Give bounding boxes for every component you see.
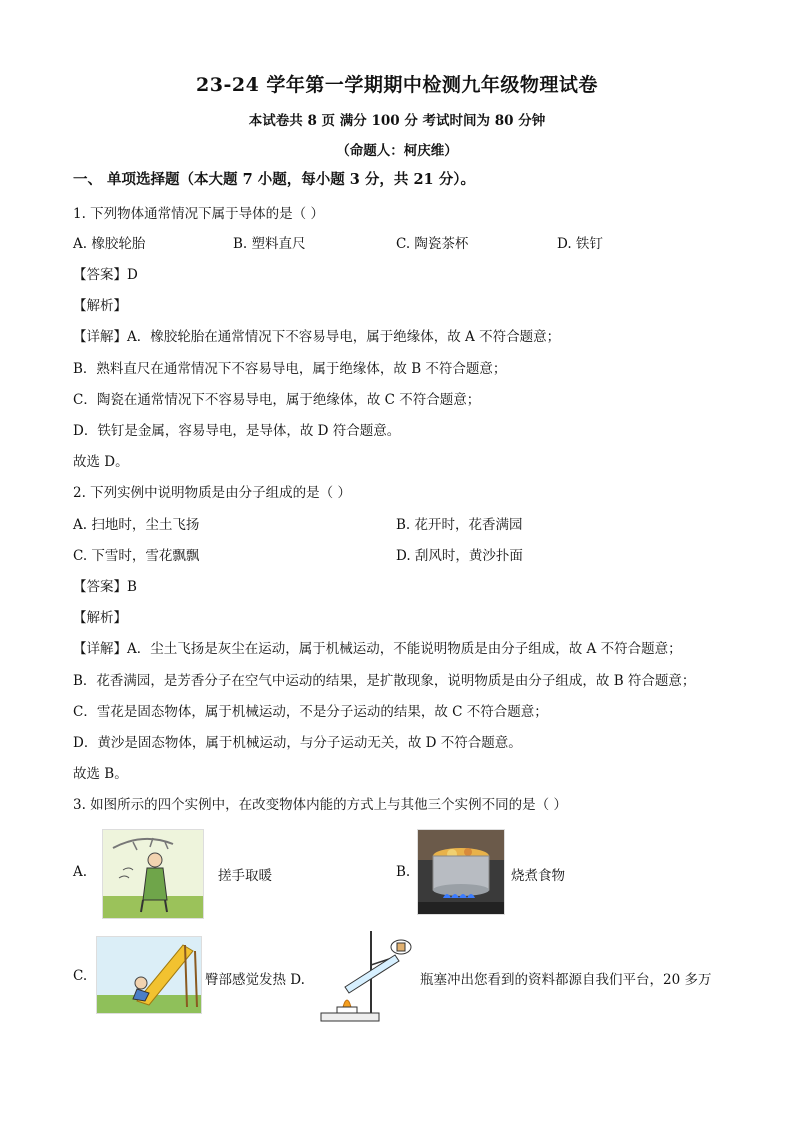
q2-detail-b: B．花香满园，是芳香分子在空气中运动的结果，是扩散现象，说明物质是由分子组成，故 B 符合题意；: [73, 673, 696, 689]
q2-option-b: B. 花开时，花香满园: [396, 517, 523, 533]
q2-detail-c: C．雪花是固态物体，属于机械运动，不是分子运动的结果，故 C 不符合题意；: [73, 704, 548, 720]
q1-detail-b: B．熟料直尺在通常情况下不容易导电，属于绝缘体，故 B 不符合题意；: [73, 361, 507, 377]
q3-option-a-label: 搓手取暖: [218, 868, 272, 884]
q2-detail-a: 【详解】A．尘土飞扬是灰尘在运动，属于机械运动，不能说明物质是由分子组成，故 A 不符合题意；: [73, 641, 682, 657]
q2-answer: 【答案】B: [73, 579, 137, 595]
test-tube-icon: [315, 927, 415, 1023]
q1-detail-d: D．铁钉是金属，容易导电，是导体，故 D 符合题意。: [73, 423, 401, 439]
q3-option-b-letter: B.: [396, 864, 411, 880]
q2-option-c: C. 下雪时，雪花飘飘: [73, 548, 200, 564]
author-line: （命题人：柯庆维）: [336, 143, 458, 159]
q1-detail-a: 【详解】A．橡胶轮胎在通常情况下不容易导电，属于绝缘体，故 A 不符合题意；: [73, 329, 561, 345]
question-3-stem: 3. 如图所示的四个实例中，在改变物体内能的方式上与其他三个实例不同的是（ ）: [73, 797, 567, 813]
q1-option-a: A. 橡胶轮胎: [73, 236, 146, 252]
q2-option-a: A. 扫地时，尘土飞扬: [73, 517, 200, 533]
question-2-stem: 2. 下列实例中说明物质是由分子组成的是（ ）: [73, 485, 351, 501]
q1-detail-c: C．陶瓷在通常情况下不容易导电，属于绝缘体，故 C 不符合题意；: [73, 392, 481, 408]
q3-option-c-label: 臀部感觉发热 D.: [205, 972, 305, 988]
q3-option-a-letter: A.: [73, 864, 88, 880]
q2-analysis: 【解析】: [73, 610, 127, 626]
exam-info: 本试卷共 8 页 满分 100 分 考试时间为 80 分钟: [248, 113, 546, 129]
rubbing-hands-icon: [102, 829, 204, 919]
slide-icon: [96, 936, 202, 1014]
q2-option-d: D. 刮风时，黄沙扑面: [396, 548, 523, 564]
q2-conclusion: 故选 B。: [73, 766, 128, 782]
cooking-pot-icon: [417, 829, 505, 915]
q3-option-d-label: 瓶塞冲出您看到的资料都源自我们平台，20 多万: [420, 972, 712, 988]
question-1-stem: 1. 下列物体通常情况下属于导体的是（ ）: [73, 206, 324, 222]
q2-detail-d: D．黄沙是固态物体，属于机械运动，与分子运动无关，故 D 不符合题意。: [73, 735, 522, 751]
page-title: 23-24 学年第一学期期中检测九年级物理试卷: [196, 74, 598, 96]
section-heading: 一、 单项选择题（本大题 7 小题，每小题 3 分，共 21 分）。: [73, 171, 475, 188]
q1-option-d: D. 铁钉: [557, 236, 603, 252]
q1-option-c: C. 陶瓷茶杯: [396, 236, 469, 252]
q3-option-b-label: 烧煮食物: [511, 868, 565, 884]
q1-analysis: 【解析】: [73, 298, 127, 314]
q3-option-c-letter: C.: [73, 968, 88, 984]
q1-conclusion: 故选 D。: [73, 454, 129, 470]
q1-answer: 【答案】D: [73, 267, 138, 283]
q1-option-b: B. 塑料直尺: [233, 236, 306, 252]
